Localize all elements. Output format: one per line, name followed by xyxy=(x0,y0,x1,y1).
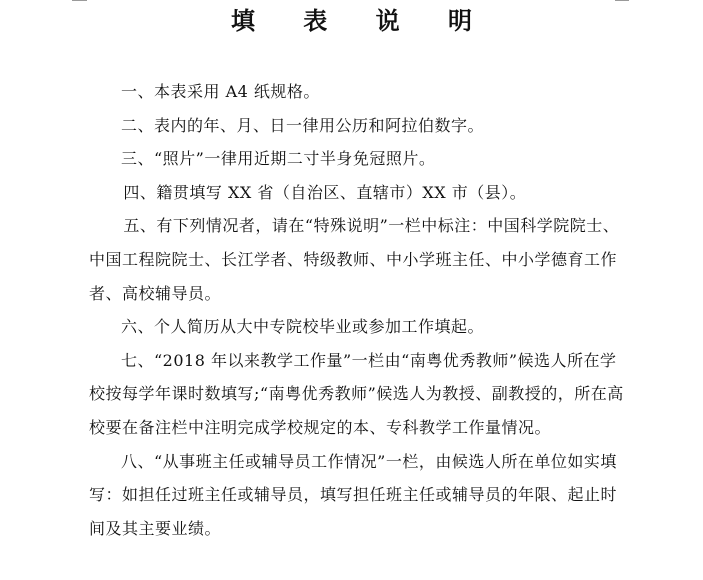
crop-mark-right-vertical xyxy=(615,0,616,1)
instruction-item-8: 八、“从事班主任或辅导员工作情况”一栏，由候选人所在单位如实填写：如担任过班主任或辅导员，填写担任班主任或辅导员的年限、起止时间及其主要业绩。 xyxy=(89,451,618,538)
instructions-body xyxy=(89,75,629,545)
instruction-item-4: 四、籍贯填写 XX 省（自治区、直辖市）XX 市（县）。 xyxy=(123,182,527,202)
crop-mark-right xyxy=(615,0,629,1)
instruction-item-3: 三、“照片”一律用近期二寸半身免冠照片。 xyxy=(121,149,436,169)
instruction-item-7: 七、“2018 年以来教学工作量”一栏由“南粤优秀教师”候选人所在学校按每学年课时数填写;“南粤优秀教师”候选人为教授、副教授的，所在高校要在备注栏中注明完成学校规定的本、专科教学工作量情况。 xyxy=(89,350,624,437)
instruction-item-2: 二、表内的年、月、日一律用公历和阿拉伯数字。 xyxy=(121,115,485,135)
crop-mark-left xyxy=(72,0,86,1)
crop-mark-left-vertical xyxy=(86,0,87,1)
instruction-item-1: 一、本表采用 A4 纸规格。 xyxy=(121,82,320,101)
instruction-item-5: 五、有下列情况者，请在“特殊说明”一栏中标注：中国科学院院士、中国工程院院士、长江学者、特级教师、中小学班主任、中小学德育工作者、高校辅导员。 xyxy=(89,216,620,303)
document-title: 填 表 说 明 xyxy=(230,6,493,35)
instruction-item-6: 六、个人简历从大中专院校毕业或参加工作填起。 xyxy=(121,317,485,337)
